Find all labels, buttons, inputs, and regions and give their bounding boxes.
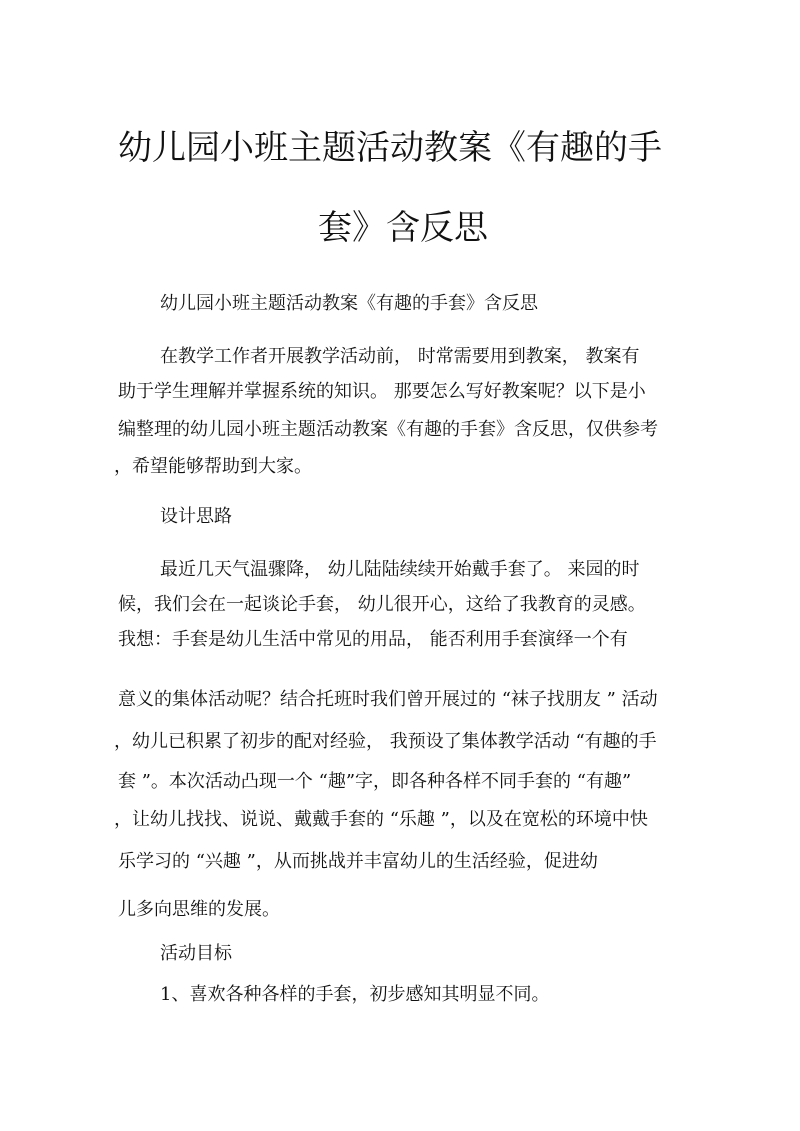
intro-line: 助于学生理解并掌握系统的知识。 那要怎么写好教案呢？以下是小 <box>118 381 646 402</box>
document-subtitle: 幼儿园小班主题活动教案《有趣的手套》含反思 <box>160 293 538 314</box>
document-title-line-2: 套》含反思 <box>318 208 488 248</box>
intro-line: ，希望能够帮助到大家。 <box>114 456 312 477</box>
design-line: 最近几天气温骤降， 幼儿陆陆续续开始戴手套了。 来园的时 <box>160 559 640 580</box>
design-line: 儿多向思维的发展。 <box>118 899 280 920</box>
design-line: 我想：手套是幼儿生活中常见的用品， 能否利用手套演绎一个有 <box>118 629 628 650</box>
design-line: 候，我们会在一起谈论手套， 幼儿很开心，这给了我教育的灵感。 <box>118 594 646 615</box>
intro-line: 编整理的幼儿园小班主题活动教案《有趣的手套》含反思，仅供参考 <box>118 419 658 440</box>
section-heading-design: 设计思路 <box>160 506 232 527</box>
section-heading-goals: 活动目标 <box>160 943 232 964</box>
intro-line: 在教学工作者开展教学活动前， 时常需要用到教案， 教案有 <box>160 346 640 367</box>
document-title-line-1: 幼儿园小班主题活动教案《有趣的手 <box>118 128 662 168</box>
design-line: 乐学习的 “兴趣 ”，从而挑战并丰富幼儿的生活经验，促进幼 <box>118 851 598 872</box>
design-line: 套 ”。本次活动凸现一个 “趣”字，即各种各样不同手套的 “有趣” <box>118 771 632 792</box>
design-line: ，幼儿已积累了初步的配对经验， 我预设了集体教学活动 “有趣的手 <box>114 731 657 752</box>
design-line: 意义的集体活动呢？结合托班时我们曾开展过的 “袜子找朋友 ” 活动 <box>118 689 658 710</box>
goal-item: 1、喜欢各种各样的手套，初步感知其明显不同。 <box>160 984 550 1005</box>
design-line: ，让幼儿找找、说说、戴戴手套的 “乐趣 ”，以及在宽松的环境中快 <box>114 809 648 830</box>
